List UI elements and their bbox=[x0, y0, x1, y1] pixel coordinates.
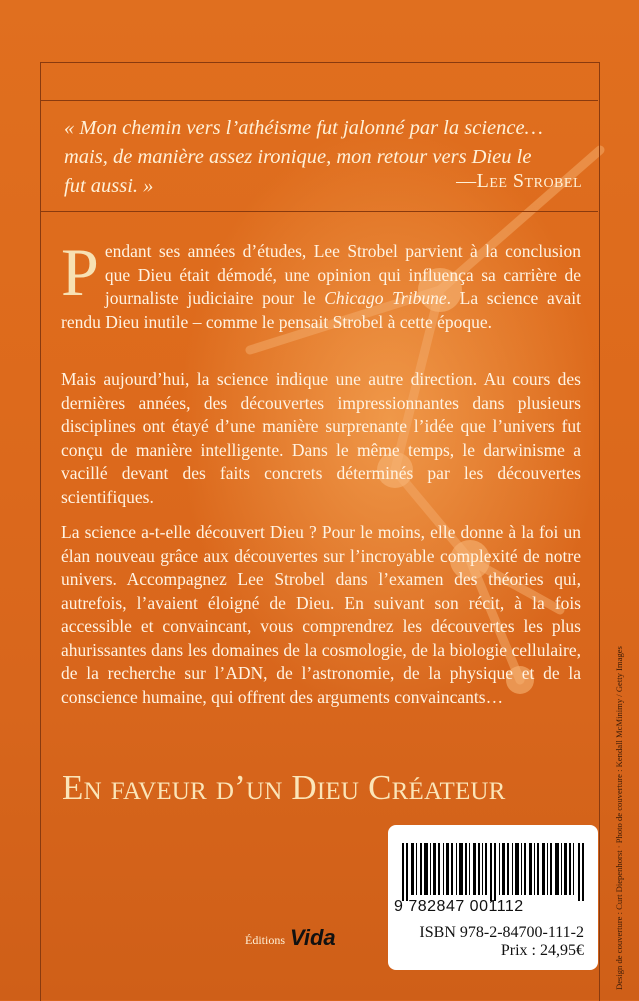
publisher-logo: Vida bbox=[290, 925, 336, 950]
publisher-prefix: Éditions bbox=[245, 933, 286, 947]
cover-credits: Design de couverture : Curt Diepenhorst · Photo de couverture : Kendall McMinimy / Getty Images bbox=[614, 646, 624, 990]
paragraph-3: La science a-t-elle découvert Dieu ? Pour le moins, elle donne à la foi un élan nouveau grâce aux découvertes sur l’incroyable complexité de notre univers. Accompagnez Lee Strobel dans l’examen des théories qui, autrefois, l’avaient éloigné de Dieu. En suivant son récit, à la fois accessible et convaincant, vous comprendrez les découvertes les plus ahurissantes dans les domaines de la cosmologie, de la biologie cellulaire, de la recherche sur l’ADN, de l’astronomie, de la physique et de la conscience humaine, qui offrent des arguments convaincants… bbox=[61, 522, 581, 707]
quote-line: mais, de manière assez ironique, mon retour vers Dieu le bbox=[64, 146, 532, 168]
quote-author: —Lee Strobel bbox=[456, 170, 582, 192]
barcode-label bbox=[388, 825, 598, 970]
price: Prix : 24,95€ bbox=[500, 942, 584, 959]
paragraph-1 bbox=[61, 234, 581, 334]
paragraph-2: Mais aujourd’hui, la science indique une autre direction. Au cours des dernières années, des découvertes impressionnantes dans plusieurs disciplines ont étayé d’une manière surprenante l’idée que l’univers fut conçu de manière intelligente. Dans le même temps, le darwinisme a vacillé devant des faits concrets déterminés par les découvertes scientifiques. bbox=[61, 369, 581, 507]
barcode-icon bbox=[402, 843, 584, 901]
barcode-digits: 9 782847 001112 bbox=[394, 898, 524, 915]
quote-line: « Mon chemin vers l’athéisme fut jalonné par la science… bbox=[64, 117, 543, 139]
book-subtitle: En faveur d’un Dieu Créateur bbox=[62, 768, 506, 807]
quote-line: fut aussi. » bbox=[64, 175, 154, 197]
drop-cap: P bbox=[61, 234, 99, 310]
isbn: ISBN 978-2-84700-111-2 bbox=[419, 924, 584, 941]
newspaper-title: Chicago Tribune bbox=[324, 288, 447, 308]
paragraph-text: endant ses années d’études, Lee Strobel parvient à la conclusion que Dieu était démodé, une opinion qui influença sa carrière de journaliste judiciaire pour le bbox=[104, 241, 581, 308]
paragraph-text: . La science avait rendu Dieu inutile – comme le pensait Strobel à cette époque. bbox=[61, 288, 581, 332]
